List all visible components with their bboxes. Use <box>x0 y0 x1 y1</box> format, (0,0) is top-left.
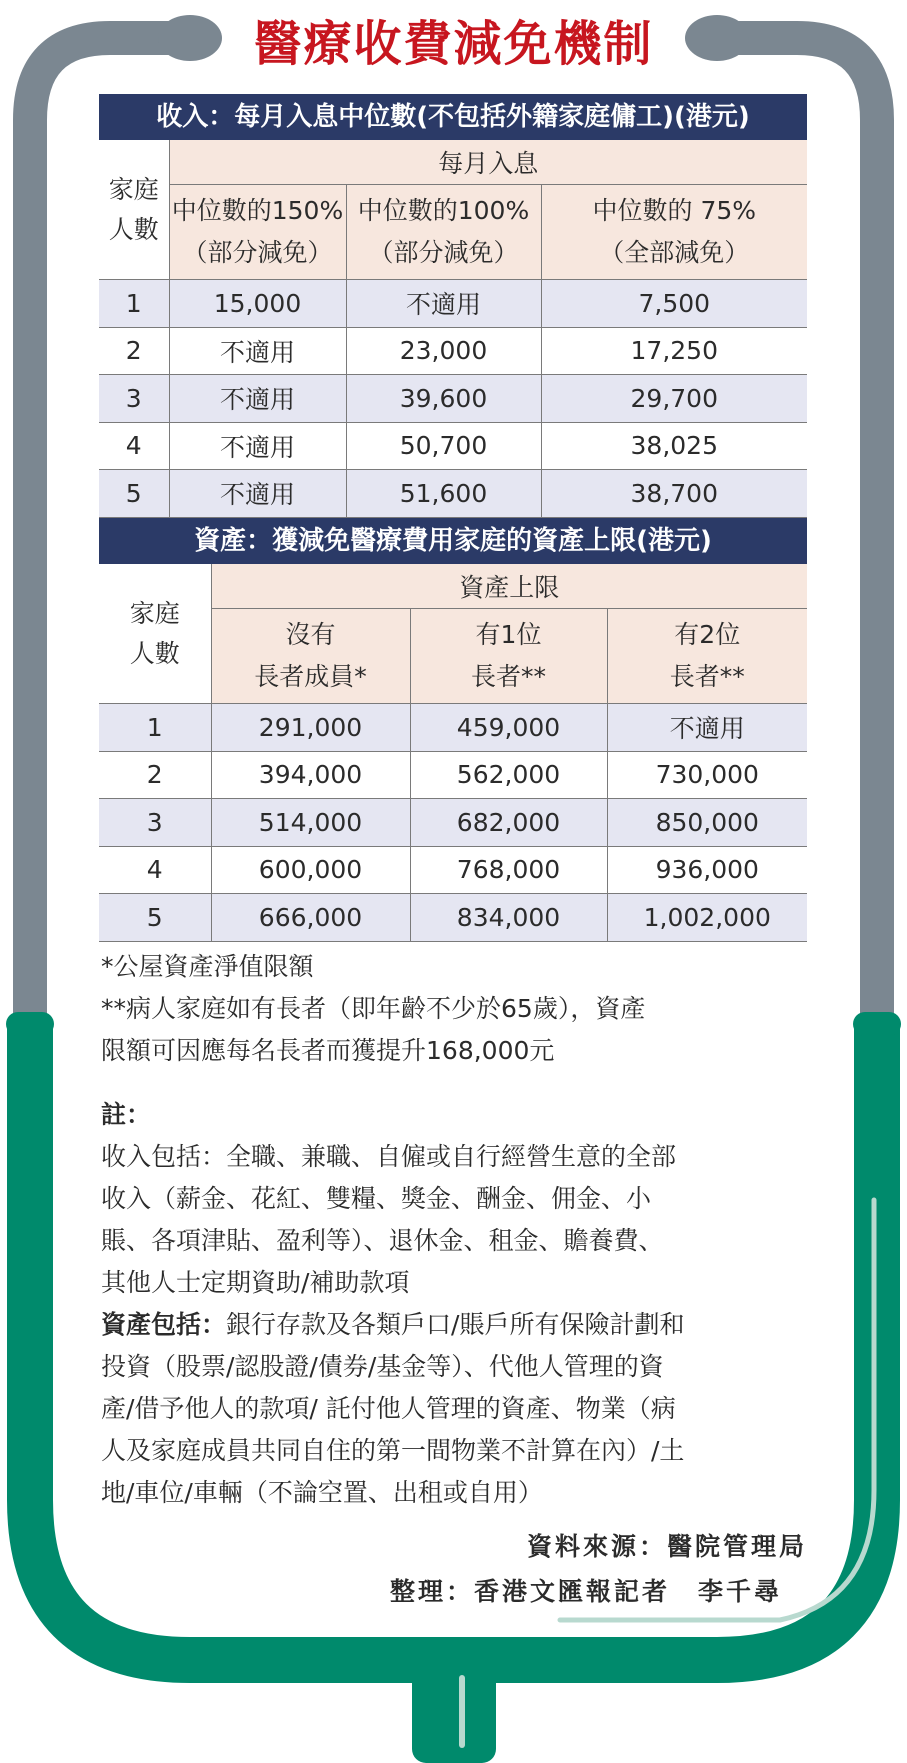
table-cell: 38,700 <box>541 470 807 518</box>
table-cell: 514,000 <box>211 799 410 847</box>
column-header-line1: 有2位 <box>674 620 741 649</box>
table-cell: 29,700 <box>541 375 807 423</box>
table-row <box>99 846 807 894</box>
table-cell: 562,000 <box>410 751 607 799</box>
column-header <box>346 185 541 280</box>
family-size-header <box>99 140 169 280</box>
table-cell: 936,000 <box>607 846 807 894</box>
column-header-line2: 長者** <box>470 662 546 691</box>
table-cell: 850,000 <box>607 799 807 847</box>
remark-income-line: 其他人士定期資助/補助款項 <box>101 1268 410 1297</box>
table-row <box>99 751 807 799</box>
table-cell: 不適用 <box>346 280 541 328</box>
footnote: *公屋資產淨值限額 <box>101 952 314 981</box>
table-cell: 459,000 <box>410 704 607 752</box>
page-title: 醫療收費減免機制 <box>253 16 654 72</box>
assets-section-title: 資產：獲減免醫療費用家庭的資產上限(港元) <box>99 518 807 564</box>
column-header-line2: 長者成員* <box>254 662 367 691</box>
table-cell: 不適用 <box>169 470 346 518</box>
family-size-header <box>99 564 211 704</box>
table-cell: 23,000 <box>346 327 541 375</box>
column-header-line2: （全部減免） <box>599 238 750 267</box>
table-cell: 39,600 <box>346 375 541 423</box>
remarks-heading: 註： <box>101 1100 152 1129</box>
column-header-line1: 中位數的150% <box>171 196 344 225</box>
table-cell: 5 <box>99 470 169 518</box>
table-row <box>99 375 807 423</box>
table-cell: 682,000 <box>410 799 607 847</box>
column-header <box>169 185 346 280</box>
table-row <box>99 799 807 847</box>
table-row <box>99 280 807 328</box>
remark-assets-line: 產/借予他人的款項/ 託付他人管理的資產、物業（病 <box>101 1394 676 1423</box>
table-cell: 不適用 <box>169 422 346 470</box>
remark-income-text: 全職、兼職、自僱或自行經營生意的全部 <box>226 1142 677 1171</box>
footnote: **病人家庭如有長者（即年齡不少於65歲），資產 <box>101 994 646 1023</box>
table-cell: 666,000 <box>211 894 410 942</box>
column-header <box>541 185 807 280</box>
column-header-line1: 中位數的 75% <box>592 196 757 225</box>
table-cell: 600,000 <box>211 846 410 894</box>
family-size-header-line2: 人數 <box>108 214 159 244</box>
table-cell: 730,000 <box>607 751 807 799</box>
editor-credit: 整理：香港文匯報記者 李千尋 <box>389 1577 782 1606</box>
table-cell: 1,002,000 <box>607 894 807 942</box>
column-header-line2: （部分減免） <box>368 238 519 267</box>
remarks <box>101 1094 806 1514</box>
table-cell: 4 <box>99 846 211 894</box>
footnotes <box>101 946 806 1072</box>
family-size-header-line1: 家庭 <box>129 598 180 628</box>
asset-limit-header: 資產上限 <box>211 564 807 609</box>
source-credit: 資料來源：醫院管理局 <box>526 1532 807 1561</box>
table-cell: 17,250 <box>541 327 807 375</box>
column-header <box>607 609 807 704</box>
column-header-line2: 長者** <box>669 662 745 691</box>
green-bag-left-edge <box>6 1012 54 1036</box>
table-cell: 768,000 <box>410 846 607 894</box>
table-cell: 1 <box>99 280 169 328</box>
column-header <box>410 609 607 704</box>
table-row <box>99 422 807 470</box>
remark-assets-line: 地/車位/車輛（不論空置、出租或自用） <box>101 1478 543 1507</box>
remark-assets-text: 銀行存款及各類戶口/賬戶所有保險計劃和 <box>226 1310 685 1339</box>
table-row <box>99 470 807 518</box>
income-section-title: 收入：每月入息中位數(不包括外籍家庭傭工)(港元) <box>99 94 807 140</box>
table-row <box>99 894 807 942</box>
green-bag-right-edge <box>853 1012 901 1036</box>
table-cell: 3 <box>99 799 211 847</box>
table-row <box>99 327 807 375</box>
table-cell: 不適用 <box>169 327 346 375</box>
table-cell: 51,600 <box>346 470 541 518</box>
column-header-line1: 中位數的100% <box>357 196 530 225</box>
table-cell: 291,000 <box>211 704 410 752</box>
table-cell: 3 <box>99 375 169 423</box>
column-header-line2: （部分減免） <box>182 238 333 267</box>
table-cell: 2 <box>99 327 169 375</box>
table-cell: 5 <box>99 894 211 942</box>
remark-assets-line: 人及家庭成員共同自住的第一間物業不計算在內）/土 <box>101 1436 685 1465</box>
table-cell: 15,000 <box>169 280 346 328</box>
table-cell: 不適用 <box>607 704 807 752</box>
family-size-header-line1: 家庭 <box>108 174 159 204</box>
remark-assets-label: 資產包括： <box>101 1310 227 1339</box>
table-cell: 2 <box>99 751 211 799</box>
remark-assets-line: 投資（股票/認股證/債券/基金等）、代他人管理的資 <box>101 1352 664 1381</box>
column-header <box>211 609 410 704</box>
table-cell: 不適用 <box>169 375 346 423</box>
income-table <box>99 140 807 518</box>
family-size-header-line2: 人數 <box>129 638 180 668</box>
table-cell: 38,025 <box>541 422 807 470</box>
remark-income-line: 收入（薪金、花紅、雙糧、獎金、酬金、佣金、小 <box>101 1184 652 1213</box>
column-header-line1: 沒有 <box>285 620 336 649</box>
table-cell: 50,700 <box>346 422 541 470</box>
table-cell: 7,500 <box>541 280 807 328</box>
remark-income-label: 收入包括： <box>101 1142 227 1171</box>
table-cell: 394,000 <box>211 751 410 799</box>
footnote: 限額可因應每名長者而獲提升168,000元 <box>101 1036 555 1065</box>
column-header-line1: 有1位 <box>475 620 542 649</box>
remark-assets-line <box>101 1304 806 1346</box>
table-cell: 4 <box>99 422 169 470</box>
monthly-income-header: 每月入息 <box>169 140 807 185</box>
drip-spout <box>412 1640 496 1763</box>
table-cell: 834,000 <box>410 894 607 942</box>
table-row <box>99 704 807 752</box>
remark-income-line: 賬、各項津貼、盈利等）、退休金、租金、贍養費、 <box>101 1226 664 1255</box>
remark-income-line <box>101 1136 806 1178</box>
assets-table <box>99 564 807 942</box>
table-cell: 1 <box>99 704 211 752</box>
